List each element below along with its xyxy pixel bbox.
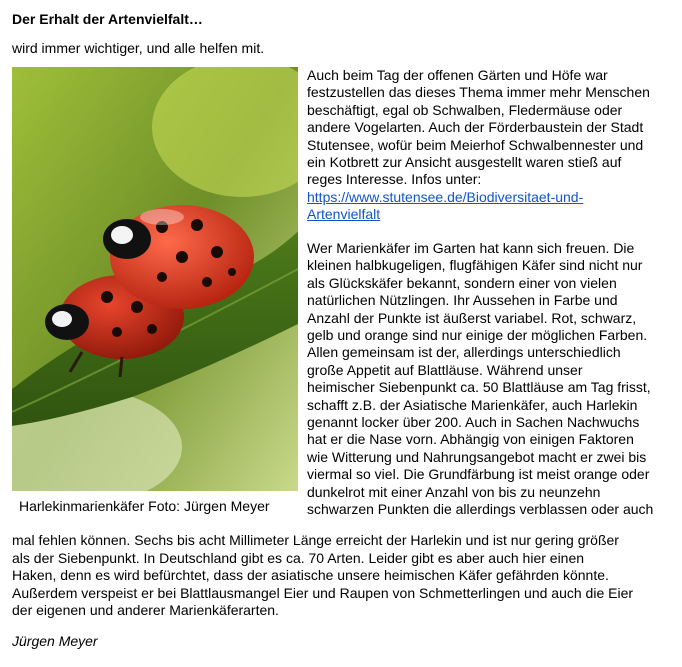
text-line: wie Witterung und Nahrungsangebot macht er zwei bis xyxy=(307,448,647,465)
author-name: Jürgen Meyer xyxy=(12,633,98,649)
text-line: natürlichen Nützlingen. Ihr Aussehen in Farbe und xyxy=(307,292,618,309)
text-line: schwarzen Punkten die allerdings verblassen oder auch xyxy=(307,501,654,518)
text-line: Auch beim Tag der offenen Gärten und Höfe war xyxy=(307,67,608,83)
text-line: dunkelrot mit einer Anzahl von bis zu neunzehn xyxy=(307,483,601,500)
text-line: Anzahl der Punkte ist äußerst variabel. Rot, schwarz, xyxy=(307,309,637,326)
image-caption: Harlekinmarienkäfer Foto: Jürgen Meyer xyxy=(19,498,270,514)
text-line: große Appetit auf Blattläuse. Während unser xyxy=(307,361,583,378)
article-title: Der Erhalt der Artenvielfalt… xyxy=(12,11,203,27)
article-subtitle: wird immer wichtiger, und alle helfen mit. xyxy=(12,40,265,56)
text-line: Allen gemeinsam ist der, allerdings unterschiedlich xyxy=(307,344,621,361)
paragraph-gardens xyxy=(307,67,671,224)
text-line: andere Vogelarten. Auch der Förderbaustein der Stadt xyxy=(307,119,644,136)
text-line: als Glückskäfer bekannt, sondern einer von vielen xyxy=(307,274,617,291)
text-line: Haken, denn es wird befürchtet, dass der asiatische unsere heimischen Käfer gefährden könnte. xyxy=(12,567,609,583)
text-line: genannt locker über 200. Auch in Sachen Nachwuchs xyxy=(307,414,640,431)
text-line: mal fehlen können. Sechs bis acht Millimeter Länge erreicht der Harlekin und ist nur gering größer xyxy=(12,532,619,548)
biodiversity-link[interactable] xyxy=(307,189,671,224)
text-line: Stutensee, wofür beim Meierhof Schwalbennester und xyxy=(307,136,644,153)
text-line: Außerdem verspeist er bei Blattlausmangel Eier und Raupen von Schmetterlingen und auch die Eier xyxy=(12,584,634,601)
text-line: Wer Marienkäfer im Garten hat kann sich freuen. Die xyxy=(307,240,635,256)
text-line: beschäftigt, egal ob Schwalben, Fledermäuse oder xyxy=(307,101,623,118)
text-line: reges Interesse. Infos unter: xyxy=(307,171,482,188)
text-line: ein Kotbrett zur Ansicht ausgestellt waren stieß auf xyxy=(307,154,622,171)
text-line: der eigenen und anderer Marienkäferarten. xyxy=(12,602,279,618)
text-line: als der Siebenpunkt. In Deutschland gibt es ca. 70 Arten. Leider gibt es aber auch hier einen xyxy=(12,549,585,566)
text-line: kleinen halbkugeligen, flugfähigen Käfer sind nicht nur xyxy=(307,257,643,274)
link-line[interactable]: https://www.stutensee.de/Biodiversitaet-und- xyxy=(307,188,584,205)
paragraph-continuation xyxy=(12,532,676,620)
text-line: heimischer Siebenpunkt ca. 50 Blattläuse am Tag frisst, xyxy=(307,379,651,396)
ladybug-photo xyxy=(12,67,298,491)
text-line: schafft z.B. der Asiatische Marienkäfer, auch Harlekin xyxy=(307,396,638,413)
text-line: gelb und orange sind nur einige der möglichen Farben. xyxy=(307,327,648,344)
text-line: viermal so viel. Die Grundfärbung ist meist orange oder xyxy=(307,466,650,483)
paragraph-ladybugs xyxy=(307,240,671,519)
text-line: festzustellen das dieses Thema immer mehr Menschen xyxy=(307,84,650,101)
link-line[interactable]: Artenvielfalt xyxy=(307,206,381,223)
text-line: hat er die Nase vorn. Abhängig von einigen Faktoren xyxy=(307,431,634,448)
